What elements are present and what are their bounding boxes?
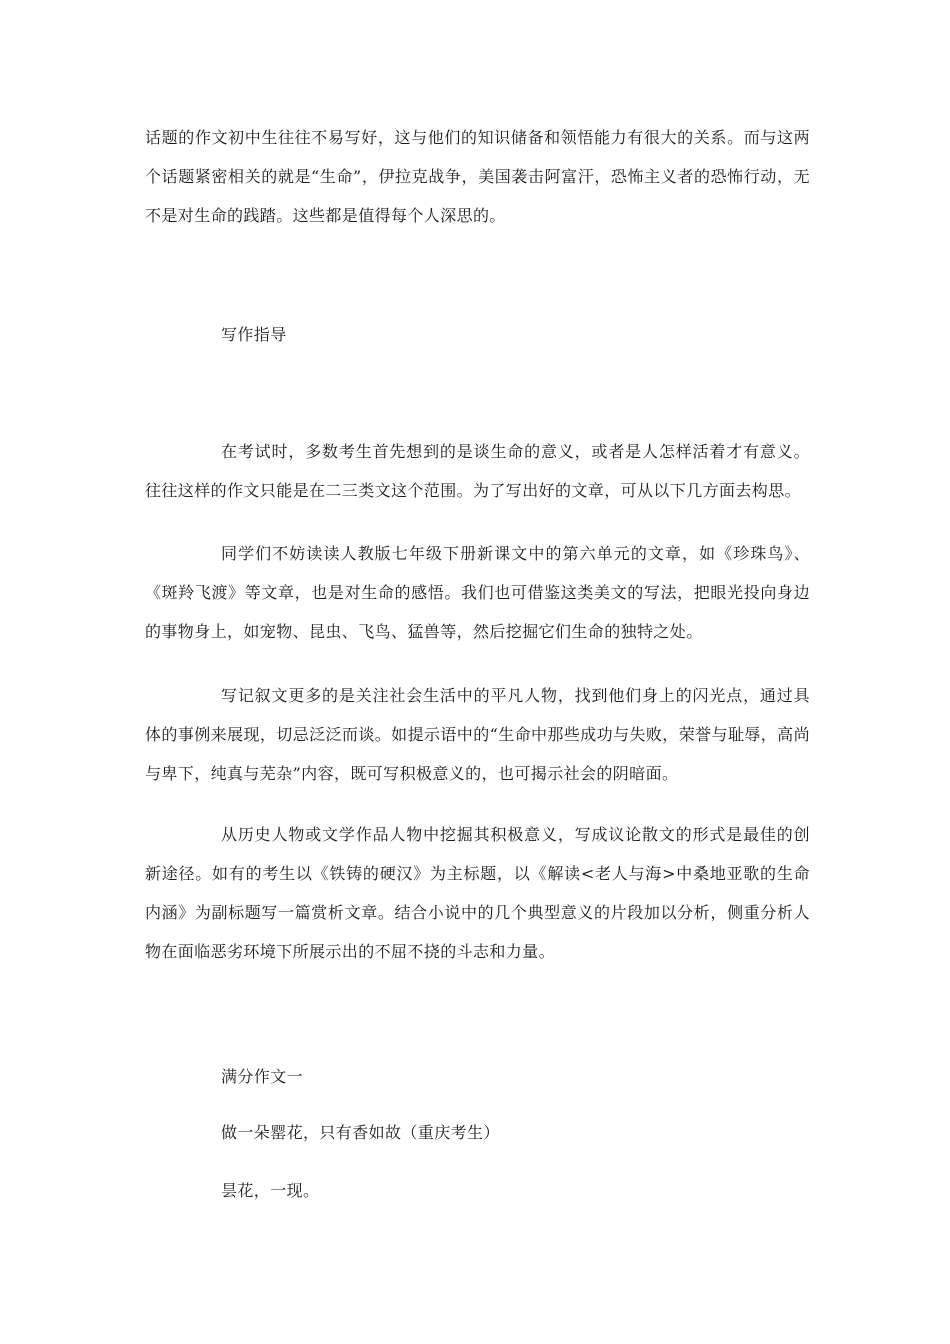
paragraph-historical-figures: 从历史人物或文学作品人物中挖掘其积极意义，写成议论散文的形式是最佳的创新途径。如有的考生以《铁铸的硬汉》为主标题，以《解读<老人与海>中桑地亚歌的生命内涵》为副标题写一篇赏析文章。结合小说中的几个典型意义的片段加以分析，侧重分析人物在面临恶劣环境下所展示出的不屈不挠的斗志和力量。 [145, 825, 810, 961]
paragraph-narrative-writing: 写记叙文更多的是关注社会生活中的平凡人物，找到他们身上的闪光点，通过具体的事例来展现，切忌泛泛而谈。如提示语中的“生命中那些成功与失败，荣誉与耻辱，高尚与卑下，纯真与芜杂”内容，既可写积极意义的，也可揭示社会的阴暗面。 [145, 686, 810, 783]
paragraph-textbook-reading: 同学们不妨读读人教版七年级下册新课文中的第六单元的文章，如《珍珠鸟》、《斑羚飞渡》等文章，也是对生命的感悟。我们也可借鉴这类美文的写法，把眼光投向身边的事物身上，如宠物、昆虫、飞鸟、猛兽等，然后挖掘它们生命的独特之处。 [145, 544, 810, 641]
paragraph-exam-thinking: 在考试时，多数考生首先想到的是谈生命的意义，或者是人怎样活着才有意义。往往这样的作文只能是在二三类文这个范围。为了写出好的文章，可从以下几方面去构思。 [145, 442, 810, 500]
essay-label: 满分作文一 [221, 1067, 304, 1086]
section-heading: 写作指导 [221, 325, 287, 344]
essay-first-line: 昙花，一现。 [221, 1181, 320, 1200]
intro-paragraph: 话题的作文初中生往往不易写好，这与他们的知识储备和领悟能力有很大的关系。而与这两个话题紧密相关的就是“生命”，伊拉克战争，美国袭击阿富汗，恐怖主义者的恐怖行动，无不是对生命的践踏。这些都是值得每个人深思的。 [145, 128, 810, 225]
essay-title: 做一朵罂花，只有香如故（重庆考生） [221, 1123, 500, 1142]
